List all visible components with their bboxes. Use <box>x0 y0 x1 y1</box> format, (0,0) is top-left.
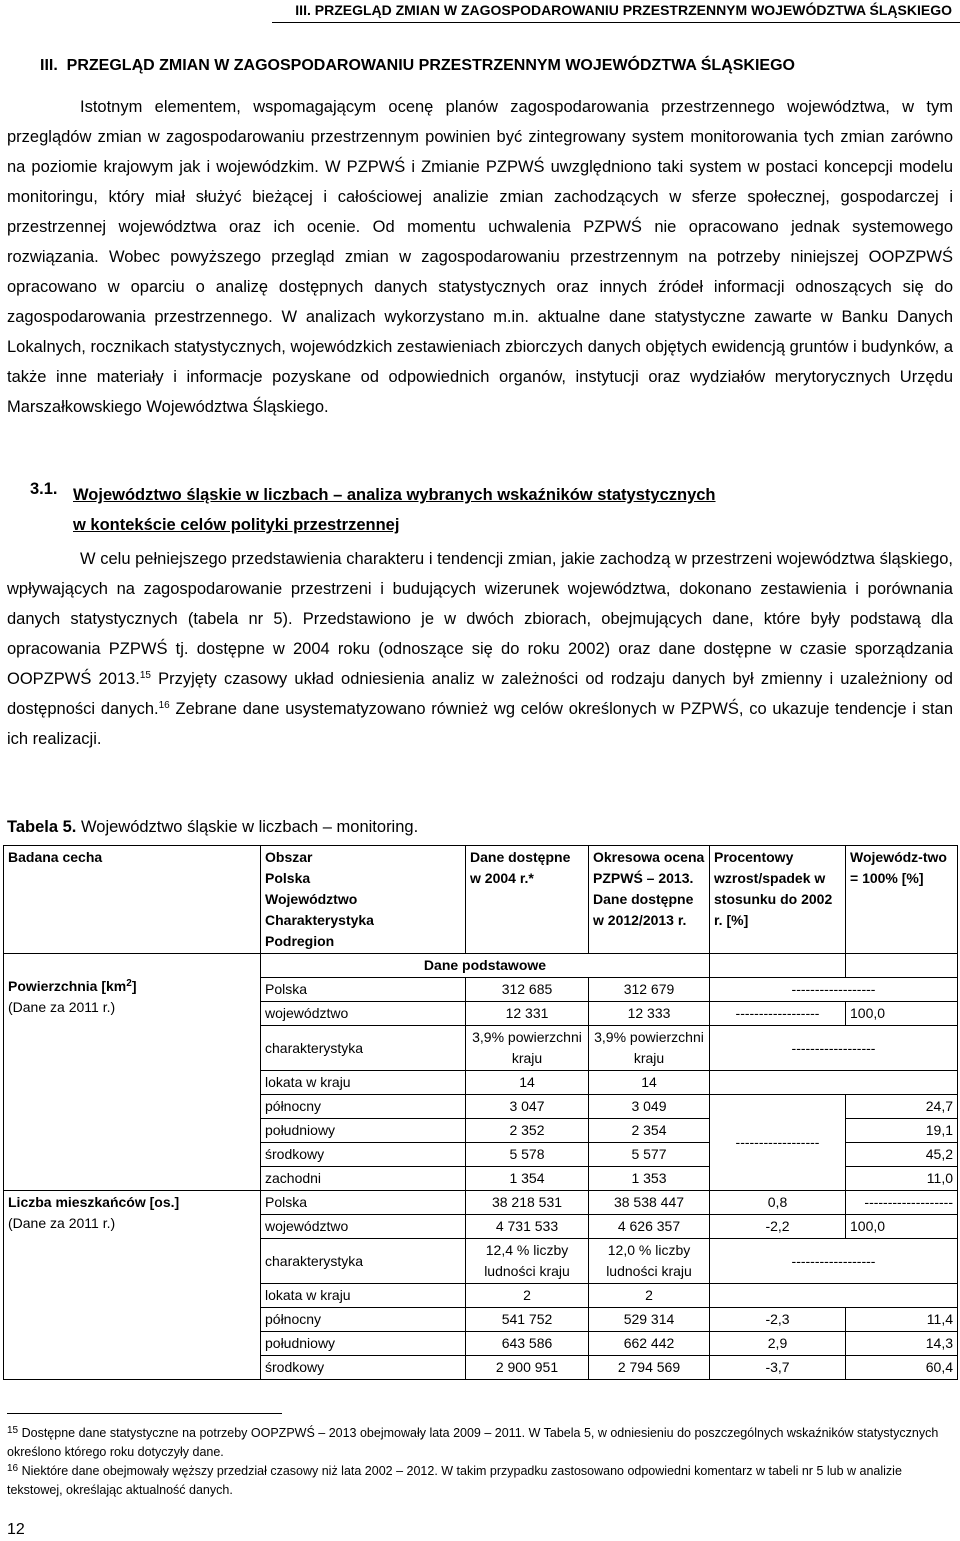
table-cell: 14,3 <box>846 1332 958 1356</box>
statistics-table <box>3 845 958 1380</box>
table-cell: 312 685 <box>466 978 589 1002</box>
footnote-16: $^{16}$ Niektóre dane obejmowały węższy przedział czasowy niż lata 2002 – 2012. W takim przypadku zastosowano odpowiedni komentarz w tabeli nr 5 lub w analizie tekstowej, określając aktualność danych. <box>7 1463 902 1497</box>
table-cell: 2 794 569 <box>589 1356 710 1380</box>
population-feature-label: Liczba mieszkańców [os.] <box>8 1194 180 1210</box>
dash-cell: ------------------ <box>710 978 958 1002</box>
table-cell: północny <box>261 1095 466 1119</box>
header-area-l4: Charakterystyka <box>265 912 374 928</box>
footnote-ref-15[interactable]: 15 <box>139 670 151 681</box>
table-cell: lokata w kraju <box>261 1071 466 1095</box>
table-cell: 541 752 <box>466 1308 589 1332</box>
header-area-l2: Polska <box>265 870 311 886</box>
empty-cell <box>710 954 846 978</box>
table-cell: Polska <box>261 978 466 1002</box>
area-feature-cell <box>4 954 261 1191</box>
table-cell: lokata w kraju <box>261 1284 466 1308</box>
section-title <box>73 480 716 540</box>
intro-paragraph <box>7 92 953 422</box>
empty-cell <box>846 954 958 978</box>
table-cell: -2,2 <box>710 1215 846 1239</box>
area-feature-label: Powierzchnia $[km^2]$ <box>8 978 137 994</box>
table-cell: 2,9 <box>710 1332 846 1356</box>
section-text-2: Przyjęty czasowy układ odniesienia analiz w zależności od rodzaju danych był zmienny i uzależniony od dostępności danych. <box>7 670 953 718</box>
table-cell: zachodni <box>261 1167 466 1191</box>
table-caption-text: Województwo śląskie w liczbach – monitoring. <box>76 818 419 836</box>
section-paragraph <box>7 544 953 754</box>
header-voivodeship: Wojewódz-two = 100% [%] <box>846 846 958 954</box>
table-cell: 5 577 <box>589 1143 710 1167</box>
header-area-l3: Województwo <box>265 891 358 907</box>
header-estimate: Okresowa ocena PZPWŚ – 2013. Dane dostępne w 2012/2013 r. <box>589 846 710 954</box>
dash-cell: ------------------ <box>710 1095 846 1191</box>
table-cell: 643 586 <box>466 1332 589 1356</box>
table-header-row <box>4 846 958 954</box>
chapter-title: III. PRZEGLĄD ZMIAN W ZAGOSPODAROWANIU PRZESTRZENNYM WOJEWÓDZTWA ŚLĄSKIEGO <box>40 57 795 74</box>
table-cell: charakterystyka <box>261 1239 466 1284</box>
table-cell: -2,3 <box>710 1308 846 1332</box>
header-rule <box>272 22 960 23</box>
table-cell: 60,4 <box>846 1356 958 1380</box>
section-text-3: Zebrane dane usystematyzowano również wg celów określonych w PZPWŚ, co ukazuje tendencje i stan ich realizacji. <box>7 700 953 748</box>
table-cell: 529 314 <box>589 1308 710 1332</box>
dash-cell: ------------------ <box>710 1239 958 1284</box>
table-cell: 3,9% powierzchni kraju <box>589 1026 710 1071</box>
table-cell: 100,0 <box>846 1002 958 1026</box>
table-cell: 11,0 <box>846 1167 958 1191</box>
table-cell: 14 <box>466 1071 589 1095</box>
table-cell: Polska <box>261 1191 466 1215</box>
table-cell: 2 352 <box>466 1119 589 1143</box>
table-cell: 3,9% powierzchni kraju <box>466 1026 589 1071</box>
footnote-15: $^{15}$ Dostępne dane statystyczne na potrzeby OOPZPWŚ – 2013 obejmowały lata 2009 – 2011. W Tabela 5, w odniesieniu do poszczególnych wskaźników statystycznych określono którego roku dotyczyły dane. <box>7 1425 939 1459</box>
table-cell: 2 900 951 <box>466 1356 589 1380</box>
section-number: 3.1. <box>30 480 58 498</box>
table-cell: 38 218 531 <box>466 1191 589 1215</box>
table-cell: 312 679 <box>589 978 710 1002</box>
table-cell <box>710 1284 958 1308</box>
dash-cell: ------------------ <box>710 1026 958 1071</box>
table-cell: ------------------- <box>846 1191 958 1215</box>
intro-text: Istotnym elementem, wspomagającym ocenę planów zagospodarowania przestrzennego województwa, w tym przeglądów zmian w zagospodarowaniu przestrzennym powinien być zintegrowany system monitorowania tych zmian zarówno na poziomie krajowym jak i wojewódzkim. W PZPWŚ i Zmianie PZPWŚ uwzględniono taki system w postaci koncepcji modelu monitoringu, który miał służyć bieżącej i całościowej analizie zmian zachodzących w sferze społecznej, gospodarczej i przestrzennej województwa oraz ich ocenie. Od momentu uchwalenia PZPWŚ nie opracowano jednak systemowego rozwiązania. Wobec powyższego przegląd zmian w zagospodarowaniu przestrzennym na potrzeby niniejszej OOPZPWŚ opracowano w oparciu o analizę dostępnych danych statystycznych oraz innych źródeł informacji odnoszących się do zagospodarowania przestrzennego. W analizach wykorzystano m.in. aktualne dane statystyczne zawarte w Banku Danych Lokalnych, rocznikach statystycznych, wojewódzkich zestawieniach zbiorczych danych objętych ewidencją gruntów i budynków, a także inne materiały i informacje pozyskane od odpowiednich organów, instytucji oraz wydziałów merytorycznych Urzędu Marszałkowskiego Województwa Śląskiego. <box>7 98 953 416</box>
table-cell: 1 354 <box>466 1167 589 1191</box>
table-cell: ------------------ <box>710 1002 846 1026</box>
table-cell: 19,1 <box>846 1119 958 1143</box>
table-cell: 12,0 % liczby ludności kraju <box>589 1239 710 1284</box>
table-cell: 662 442 <box>589 1332 710 1356</box>
table-cell: 12,4 % liczby ludności kraju <box>466 1239 589 1284</box>
header-area-l1: Obszar <box>265 849 313 865</box>
table-cell: 3 047 <box>466 1095 589 1119</box>
header-feature: Badana cecha <box>4 846 261 954</box>
table-cell: 1 353 <box>589 1167 710 1191</box>
area-feature-note: (Dane za 2011 r.) <box>8 999 116 1015</box>
footnote-rule <box>7 1413 282 1414</box>
table-cell: -3,7 <box>710 1356 846 1380</box>
table-cell: 38 538 447 <box>589 1191 710 1215</box>
table-cell: 11,4 <box>846 1308 958 1332</box>
table-cell: 4 731 533 <box>466 1215 589 1239</box>
table-cell: 4 626 357 <box>589 1215 710 1239</box>
population-feature-cell <box>4 1191 261 1380</box>
section-row <box>4 954 958 978</box>
table-cell: środkowy <box>261 1356 466 1380</box>
table-cell: 5 578 <box>466 1143 589 1167</box>
population-feature-note: (Dane za 2011 r.) <box>8 1215 116 1231</box>
table-cell <box>710 1071 958 1095</box>
header-percent: Procentowy wzrost/spadek w stosunku do 2002 r. [%] <box>710 846 846 954</box>
table-cell: północny <box>261 1308 466 1332</box>
header-data-2004: Dane dostępne w 2004 r.* <box>466 846 589 954</box>
header-area-l5: Podregion <box>265 933 335 949</box>
table-cell: 24,7 <box>846 1095 958 1119</box>
table-cell: 2 354 <box>589 1119 710 1143</box>
table-cell: 14 <box>589 1071 710 1095</box>
section-title-line1: Województwo śląskie w liczbach – analiza wybranych wskaźników statystycznych <box>73 486 716 504</box>
header-area <box>261 846 466 954</box>
footnote-ref-16[interactable]: 16 <box>158 700 170 711</box>
table-cell: 45,2 <box>846 1143 958 1167</box>
table-caption-label: Tabela 5. <box>7 818 77 836</box>
page-number: 12 <box>7 1521 25 1538</box>
table-cell: 2 <box>589 1284 710 1308</box>
section-text-1: W celu pełniejszego przedstawienia charakteru i tendencji zmian, jakie zachodzą w przestrzeni województwa śląskiego, wpływających na zagospodarowanie przestrzeni i budujących wizerunek województwa, dokonano zestawienia i porównania danych statystycznych (tabela nr 5). Przedstawiono je w dwóch zbiorach, obejmujących dane, które były podstawą dla opracowania PZPWŚ tj. dostępne w 2004 roku (odnoszące się do roku 2002) oraz dane dostępne w czasie sporządzania OOPZPWŚ 2013. <box>7 550 953 688</box>
table-cell: województwo <box>261 1215 466 1239</box>
table-cell: 0,8 <box>710 1191 846 1215</box>
table-cell: środkowy <box>261 1143 466 1167</box>
table-caption <box>7 818 418 837</box>
table-row <box>4 1191 958 1215</box>
section-label: Dane podstawowe <box>261 954 710 978</box>
table-cell: 12 331 <box>466 1002 589 1026</box>
section-title-line2: w kontekście celów polityki przestrzennej <box>73 516 400 534</box>
table-cell: 2 <box>466 1284 589 1308</box>
table-cell: południowy <box>261 1332 466 1356</box>
table-cell: 100,0 <box>846 1215 958 1239</box>
running-header: III. PRZEGLĄD ZMIAN W ZAGOSPODAROWANIU PRZESTRZENNYM WOJEWÓDZTWA ŚLĄSKIEGO <box>295 2 952 18</box>
table-cell: województwo <box>261 1002 466 1026</box>
table-cell: charakterystyka <box>261 1026 466 1071</box>
table-cell: południowy <box>261 1119 466 1143</box>
table-cell: 3 049 <box>589 1095 710 1119</box>
table-cell: 12 333 <box>589 1002 710 1026</box>
